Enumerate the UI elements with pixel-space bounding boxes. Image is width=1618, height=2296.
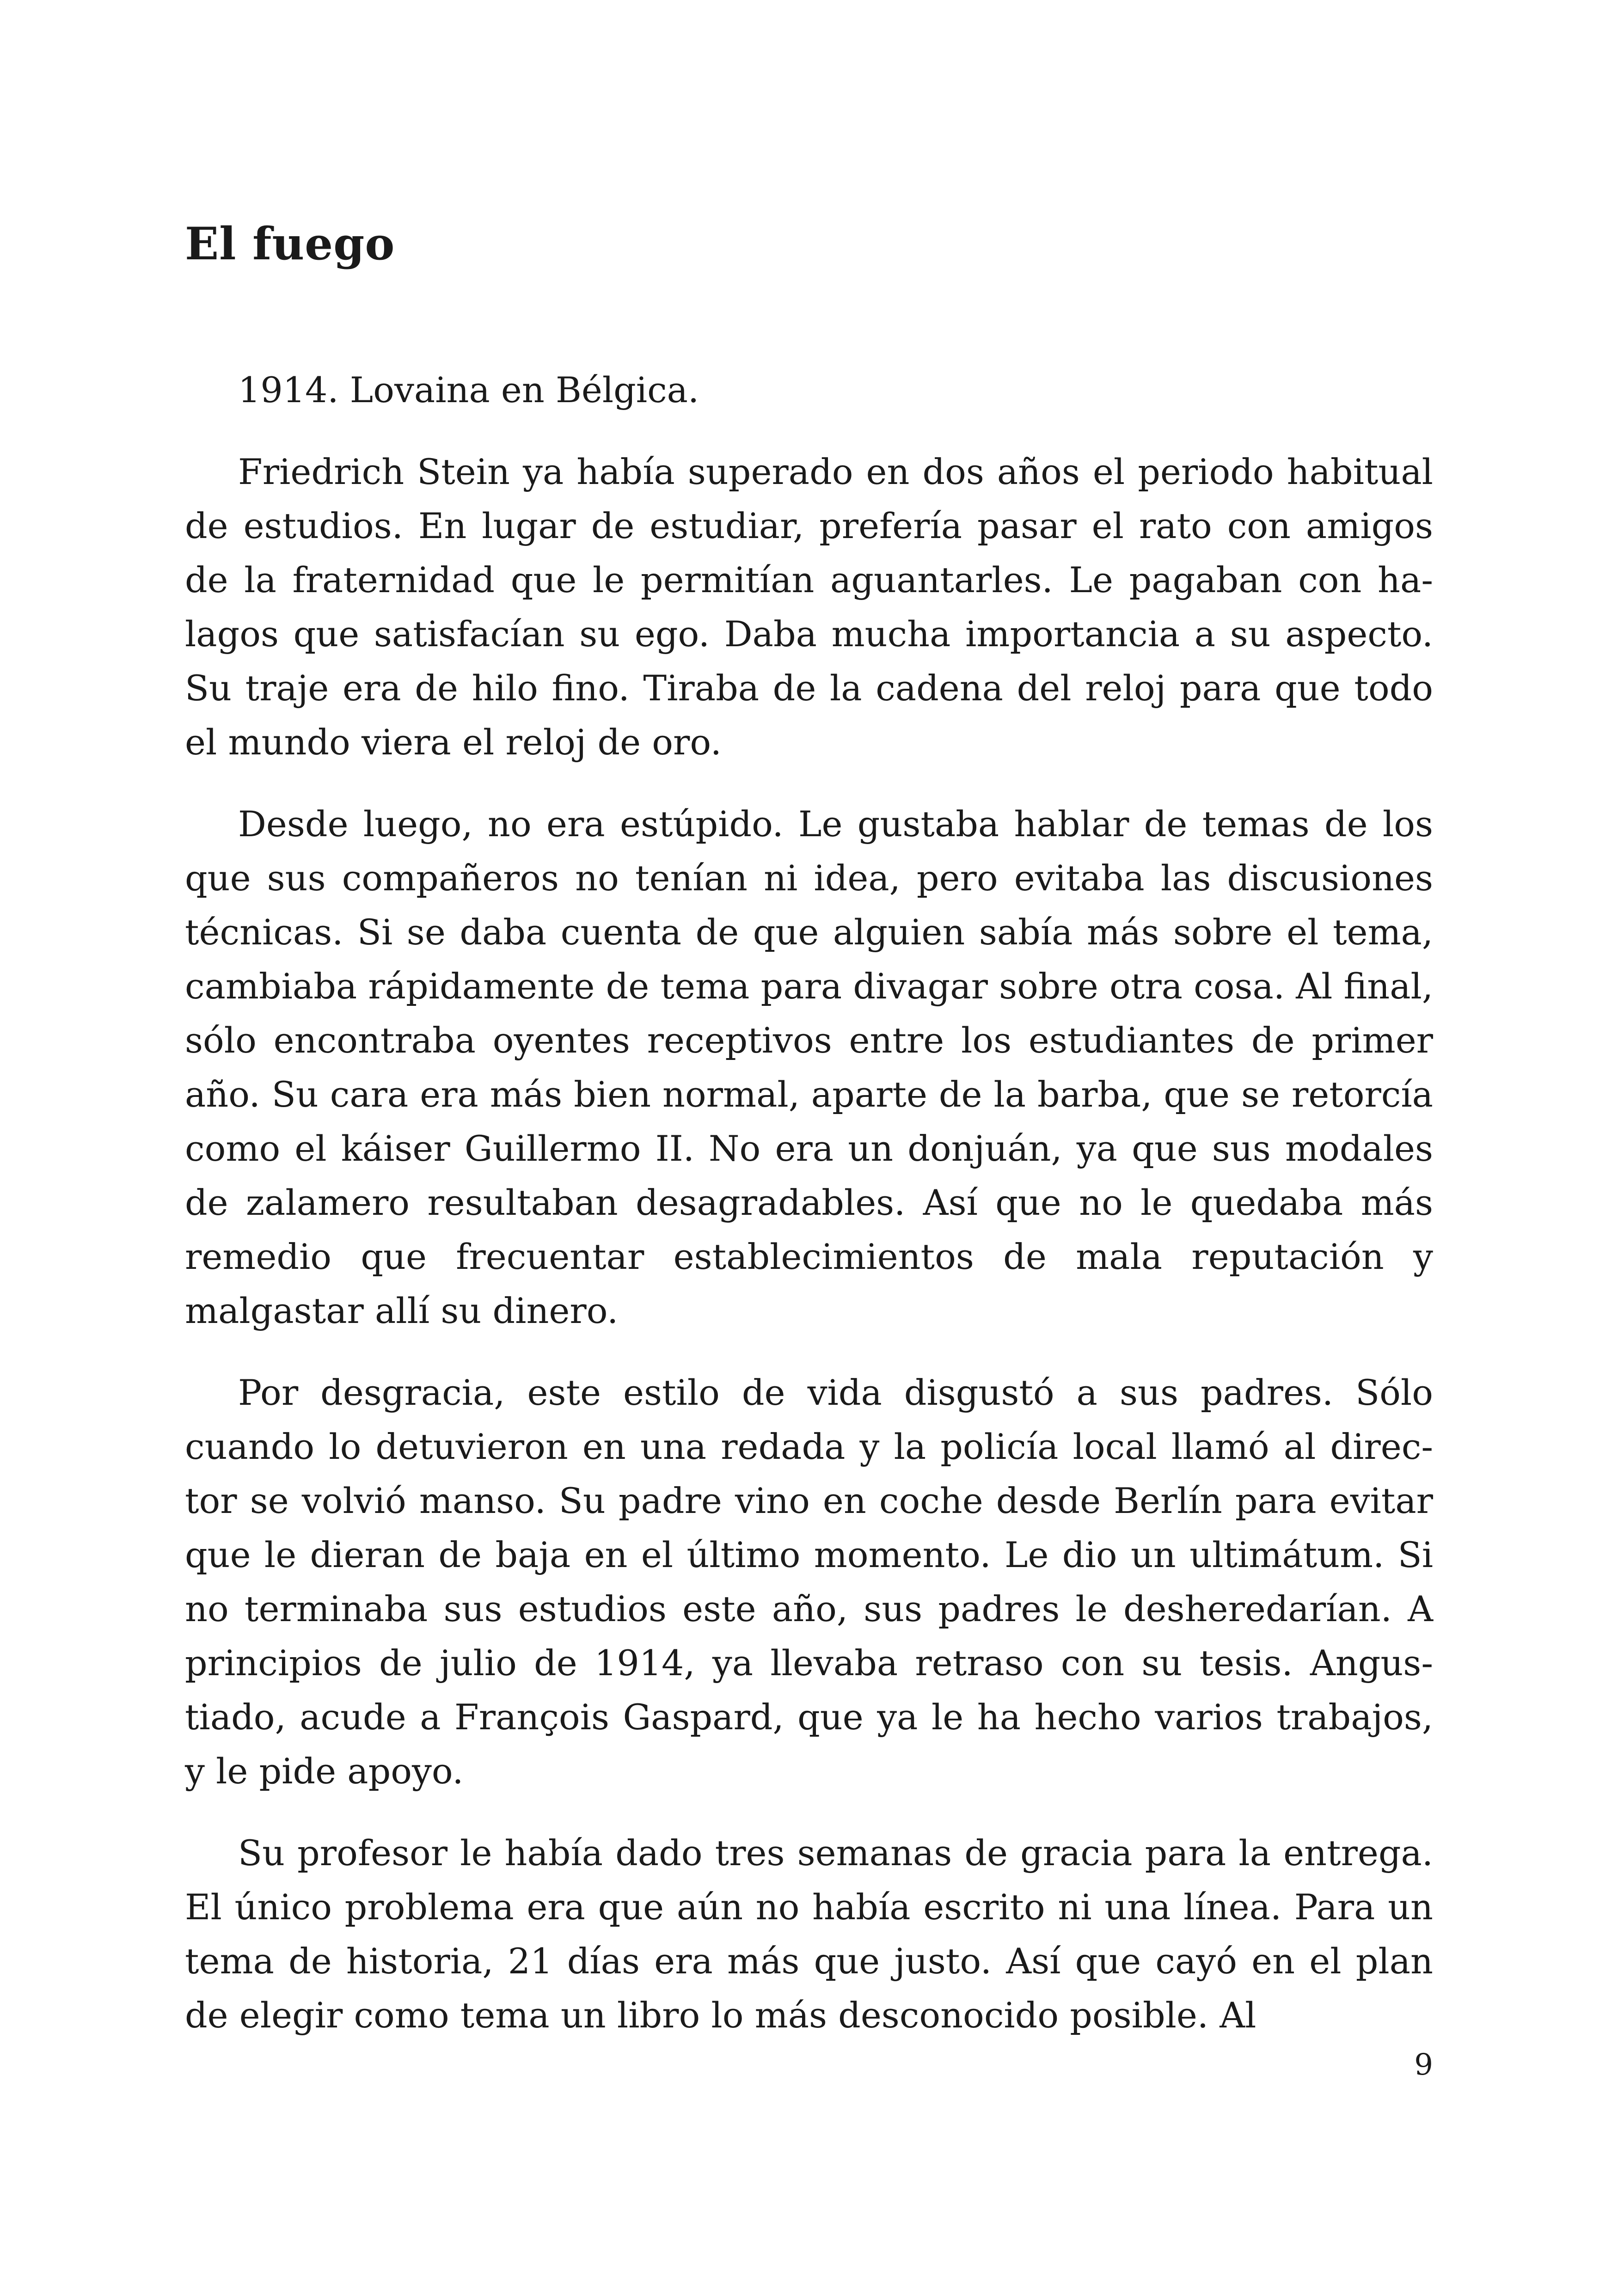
page-number: 9 <box>1414 2048 1433 2082</box>
body-text <box>185 363 1433 2042</box>
paragraph-4: Por desgracia, este estilo de vida disgustó a sus padres. Sólo cuando lo detuvieron en una redada y la policía local llamó al director se volvió manso. Su padre vino en coche desde Berlín para evitar que le dieran de baja en el último momento. Le dio un ultimátum. Si no terminaba sus estudios este año, sus padres le desheredarían. A principios de julio de 1914, ya llevaba retraso con su tesis. Angustiado, acude a François Gaspard, que ya le ha hecho varios trabajos, y le pide apoyo. <box>185 1372 1433 1792</box>
book-page <box>185 0 1433 2296</box>
paragraph-3: Desde luego, no era estúpido. Le gustaba hablar de temas de los que sus compañeros no tenían ni idea, pero evitaba las discusiones técnicas. Si se daba cuenta de que alguien sabía más sobre el tema, cambiaba rápidamente de tema para divagar sobre otra cosa. Al final, sólo encontraba oyentes receptivos entre los estudiantes de primer año. Su cara era más bien normal, aparte de la barba, que se retorcía como el káiser Guillermo II. No era un donjuán, ya que sus modales de zalamero resultaban desagradables. Así que no le quedaba más remedio que frecuentar establecimientos de mala reputación y malgastar allí su dinero. <box>185 803 1433 1331</box>
chapter-title: El fuego <box>185 218 395 270</box>
paragraph-5: Su profesor le había dado tres semanas de gracia para la entrega. El único problema era que aún no había escrito ni una línea. Para un tema de historia, 21 días era más que justo. Así que cayó en el plan de elegir como tema un libro lo más desconocido posible. Al <box>185 1832 1433 2036</box>
paragraph-2: Friedrich Stein ya había superado en dos años el periodo habitual de estudios. En lugar de estudiar, prefería pasar el rato con amigos de la fraternidad que le permitían aguantarles. Le pagaban con halagos que satisfacían su ego. Daba mucha importancia a su aspecto. Su traje era de hilo fino. Tiraba de la cadena del reloj para que todo el mundo viera el reloj de oro. <box>185 451 1433 763</box>
paragraph-1: 1914. Lovaina en Bélgica. <box>238 369 699 410</box>
